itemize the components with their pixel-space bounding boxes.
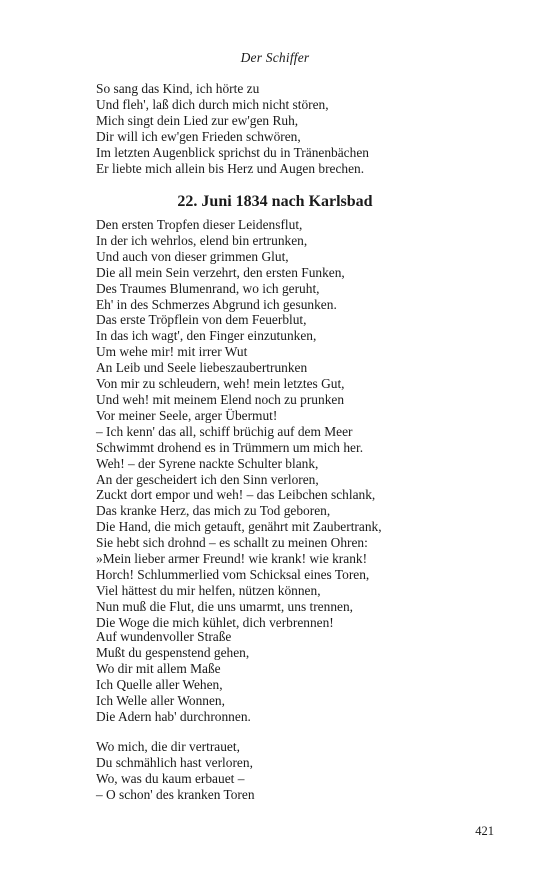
verse-line: Und fleh', laß dich durch mich nicht stören, <box>96 96 329 112</box>
running-head: Der Schiffer <box>240 50 310 65</box>
verse-line: Dir will ich ew'gen Frieden schwören, <box>96 128 301 144</box>
verse-line: Eh' in des Schmerzes Abgrund ich gesunken. <box>96 296 337 312</box>
verse-line: So sang das Kind, ich hörte zu <box>96 81 260 96</box>
verse-line: »Mein lieber armer Freund! wie krank! wie krank! <box>96 551 368 567</box>
intro-stanza <box>96 81 369 176</box>
verse-line: Die all mein Sein verzehrt, den ersten Funken, <box>96 264 345 280</box>
verse-line: Er liebte mich allein bis Herz und Augen brechen. <box>96 160 365 176</box>
verse-line: – Ich kenn' das all, schiff brüchig auf dem Meer <box>96 423 353 439</box>
verse-line: Und auch von dieser grimmen Glut, <box>96 248 289 264</box>
verse-line: Wo dir mit allem Maße <box>96 660 221 676</box>
verse-line: Weh! – der Syrene nackte Schulter blank, <box>96 455 319 471</box>
verse-line: Das kranke Herz, das mich zu Tod geboren, <box>96 503 331 519</box>
verse-line: Du schmählich hast verloren, <box>96 754 253 770</box>
verse-line: Sie hebt sich drohnd – es schallt zu meinen Ohren: <box>96 535 368 551</box>
page-number: 421 <box>475 824 494 838</box>
verse-line: Und weh! mit meinem Elend noch zu prunken <box>96 391 345 407</box>
poem-stanza-2 <box>96 629 251 724</box>
verse-line: Von mir zu schleudern, weh! mein letztes Gut, <box>96 376 345 392</box>
verse-line: Wo, was du kaum erbauet – <box>96 770 245 786</box>
verse-line: Die Woge die mich kühlet, dich verbrennen! <box>96 614 334 630</box>
verse-line: Zuckt dort empor und weh! – das Leibchen schlank, <box>96 487 376 503</box>
verse-line: – O schon' des kranken Toren <box>96 786 255 802</box>
verse-line: Horch! Schlummerlied vom Schicksal eines Toren, <box>96 566 370 582</box>
verse-line: In der ich wehrlos, elend bin ertrunken, <box>96 232 308 248</box>
verse-line: Im letzten Augenblick sprichst du in Tränenbächen <box>96 144 369 160</box>
verse-line: Vor meiner Seele, arger Übermut! <box>96 407 278 423</box>
verse-line: Die Hand, die mich getauft, genährt mit Zaubertrank, <box>96 519 382 535</box>
poem-title: 22. Juni 1834 nach Karlsbad <box>177 193 373 210</box>
verse-line: Nun muß die Flut, die uns umarmt, uns trennen, <box>96 598 353 614</box>
verse-line: In das ich wagt', den Finger einzutunken, <box>96 328 317 344</box>
verse-line: Mußt du gespenstend gehen, <box>96 644 250 660</box>
verse-line: An der gescheidert ich den Sinn verloren, <box>96 471 319 487</box>
poem-stanza-3 <box>96 739 255 803</box>
verse-line: Wo mich, die dir vertrauet, <box>96 739 240 754</box>
verse-line: Schwimmt drohend es in Trümmern um mich her. <box>96 439 364 455</box>
verse-line: Auf wundenvoller Straße <box>96 629 232 644</box>
verse-line: Viel hättest du mir helfen, nützen können, <box>96 582 321 598</box>
verse-line: Das erste Tröpflein von dem Feuerblut, <box>96 312 307 328</box>
verse-line: Den ersten Tropfen dieser Leidensflut, <box>96 217 303 232</box>
verse-line: Ich Welle aller Wonnen, <box>96 692 225 708</box>
verse-line: Die Adern hab' durchronnen. <box>96 708 251 724</box>
verse-line: An Leib und Seele liebeszaubertrunken <box>96 360 308 376</box>
poem-stanza-1 <box>96 217 382 631</box>
verse-line: Des Traumes Blumenrand, wo ich geruht, <box>96 280 320 296</box>
verse-line: Mich singt dein Lied zur ew'gen Ruh, <box>96 112 299 128</box>
verse-line: Ich Quelle aller Wehen, <box>96 676 223 692</box>
verse-line: Um wehe mir! mit irrer Wut <box>96 344 248 360</box>
